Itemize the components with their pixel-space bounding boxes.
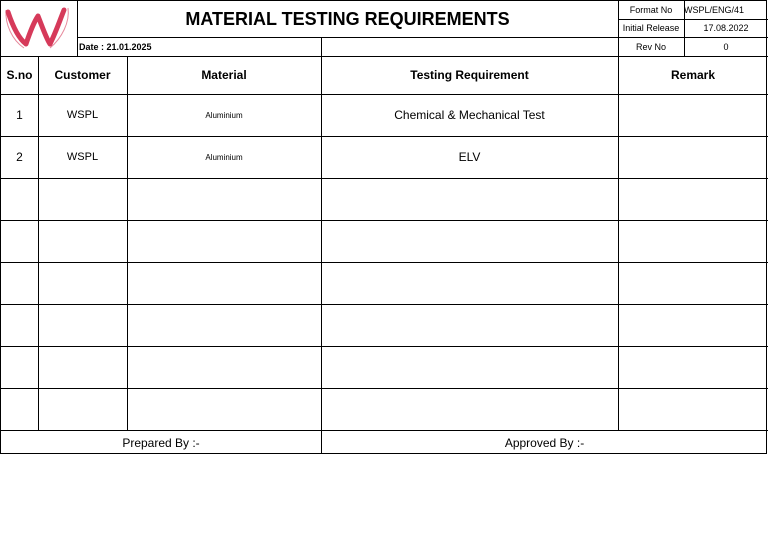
- row-testing-requirement: [321, 388, 618, 430]
- row-remark: [618, 94, 768, 136]
- row-material: [127, 304, 321, 346]
- initial-release-label: Initial Release: [622, 23, 680, 33]
- row-sno: [1, 304, 38, 346]
- row-testing-requirement: [321, 304, 618, 346]
- row-sno: [1, 220, 38, 262]
- row-testing-requirement: ELV: [458, 150, 481, 164]
- row-material: [127, 388, 321, 430]
- row-remark: [618, 178, 768, 220]
- row-customer: [38, 346, 127, 388]
- row-remark: [618, 388, 768, 430]
- row-material: Aluminium: [205, 152, 243, 162]
- row-testing-requirement: [321, 220, 618, 262]
- row-remark: [618, 136, 768, 178]
- row-sno: 1: [16, 108, 23, 122]
- column-header-customer: Customer: [54, 68, 111, 82]
- row-material: [127, 220, 321, 262]
- w-logo-icon: [4, 4, 70, 50]
- column-header-remark: Remark: [670, 68, 716, 82]
- row-sno: [1, 262, 38, 304]
- company-logo: [4, 4, 72, 52]
- approved-by: Approved By :-: [504, 435, 585, 450]
- row-customer: [38, 388, 127, 430]
- page-title: MATERIAL TESTING REQUIREMENTS: [185, 8, 510, 29]
- rev-no-value: 0: [723, 41, 729, 52]
- row-material: Aluminium: [205, 110, 243, 120]
- prepared-by: Prepared By :-: [122, 435, 200, 450]
- row-material: [127, 346, 321, 388]
- column-header-sno: S.no: [6, 68, 33, 82]
- rev-no-label: Rev No: [635, 41, 666, 52]
- row-customer: [38, 304, 127, 346]
- row-remark: [618, 262, 768, 304]
- row-testing-requirement: [321, 262, 618, 304]
- row-testing-requirement: [321, 178, 618, 220]
- format-no-value: WSPL/ENG/41: [684, 5, 745, 15]
- row-material: [127, 178, 321, 220]
- row-sno: [1, 388, 38, 430]
- row-customer: WSPL: [66, 109, 99, 121]
- row-sno: 2: [16, 150, 23, 164]
- row-remark: [618, 304, 768, 346]
- row-sno: [1, 178, 38, 220]
- row-customer: [38, 262, 127, 304]
- row-remark: [618, 346, 768, 388]
- row-testing-requirement: Chemical & Mechanical Test: [394, 108, 545, 122]
- row-testing-requirement: [321, 346, 618, 388]
- row-customer: [38, 220, 127, 262]
- row-customer: [38, 178, 127, 220]
- column-header-testing-requirement: Testing Requirement: [410, 68, 529, 82]
- format-no-label: Format No: [629, 5, 673, 15]
- row-remark: [618, 220, 768, 262]
- column-header-material: Material: [201, 68, 247, 82]
- document-date: Date : 21.01.2025: [79, 41, 152, 52]
- row-customer: WSPL: [66, 151, 99, 163]
- initial-release-value: 17.08.2022: [703, 23, 749, 33]
- row-sno: [1, 346, 38, 388]
- row-material: [127, 262, 321, 304]
